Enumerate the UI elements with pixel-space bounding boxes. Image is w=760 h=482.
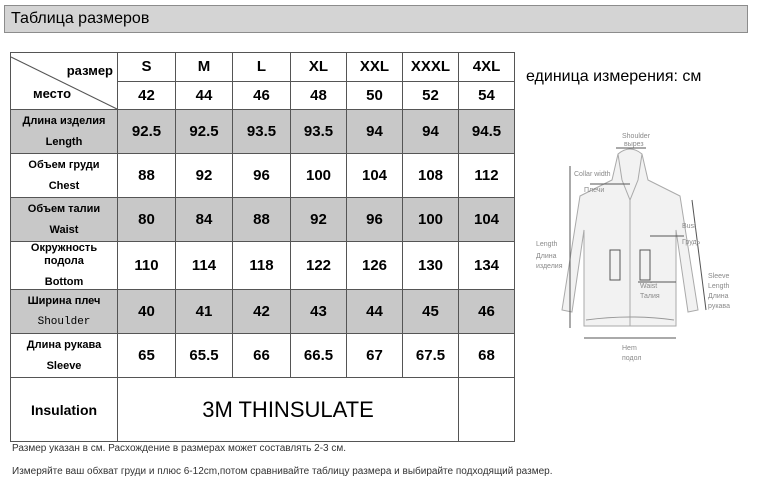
measurement-value-cell: 134 (459, 242, 515, 290)
table-row-measurement (11, 110, 515, 154)
place-cell: 44 (176, 81, 233, 110)
page-title: Таблица размеров (11, 10, 150, 27)
measurement-value-cell: 92 (291, 198, 347, 242)
measurement-label-ru: Длина рукава (26, 338, 102, 351)
measurement-value-cell: 45 (403, 290, 459, 334)
measurement-value-cell: 43 (291, 290, 347, 334)
measurement-value-cell: 67.5 (403, 334, 459, 378)
measurement-value-cell: 126 (347, 242, 403, 290)
size-cell: S (118, 53, 176, 82)
measurement-value-cell: 94 (403, 110, 459, 154)
footnote-2: Измеряйте ваш обхват груди и плюс 6-12cm,потом сравнивайте таблицу размера и выбирайте подходящий размер. (12, 466, 553, 477)
measurement-label-en: Chest (48, 179, 80, 192)
size-cell: L (233, 53, 291, 82)
size-table (10, 52, 515, 442)
collar-ru-label: Плечи (584, 187, 605, 194)
measurement-value-cell: 94 (347, 110, 403, 154)
measurement-value-cell: 44 (347, 290, 403, 334)
title-bar (4, 5, 748, 33)
waist-ru-label: Талия (640, 293, 660, 300)
measurement-value-cell: 68 (459, 334, 515, 378)
measurement-label-ru: Ширина плеч (27, 294, 101, 307)
measurement-label-en: Bottom (44, 276, 84, 288)
measurement-value-cell: 110 (118, 242, 176, 290)
measurement-value-cell: 108 (403, 154, 459, 198)
measurement-label-ru: Объем талии (27, 202, 101, 215)
measurement-label-cell (11, 198, 118, 242)
length-en-label: Length (536, 241, 558, 248)
coat-measurement-diagram (530, 133, 750, 380)
sleeve-en-label-2: Length (708, 283, 730, 290)
measurement-value-cell: 80 (118, 198, 176, 242)
measurement-value-cell: 104 (347, 154, 403, 198)
measurement-value-cell: 67 (347, 334, 403, 378)
size-cell: XL (291, 53, 347, 82)
measurement-value-cell: 46 (459, 290, 515, 334)
table-row-measurement (11, 334, 515, 378)
size-cell: XXL (347, 53, 403, 82)
measurement-label-cell (11, 242, 118, 290)
measurement-value-cell: 93.5 (233, 110, 291, 154)
place-cell: 48 (291, 81, 347, 110)
measurement-label-ru: Объем груди (28, 158, 100, 171)
measurement-value-cell: 130 (403, 242, 459, 290)
measurement-value-cell: 93.5 (291, 110, 347, 154)
measurement-value-cell: 118 (233, 242, 291, 290)
hem-en-label: Hem (622, 345, 637, 352)
place-cell: 46 (233, 81, 291, 110)
measurement-value-cell: 65 (118, 334, 176, 378)
shoulder-ru-label: вырез (624, 141, 644, 148)
insulation-label: Insulation (11, 378, 118, 442)
measurement-label-cell (11, 110, 118, 154)
table-row-measurement (11, 154, 515, 198)
measurement-rows (11, 110, 515, 378)
hem-ru-label: подол (622, 355, 642, 362)
measurement-label-ru: Длина изделия (22, 114, 106, 127)
measurement-value-cell: 104 (459, 198, 515, 242)
table-row-header (11, 53, 515, 82)
header-corner-cell (11, 53, 118, 110)
measurement-label-en: Shoulder (37, 315, 91, 328)
insulation-value: 3M THINSULATE (118, 378, 459, 442)
measurement-value-cell: 42 (233, 290, 291, 334)
measurement-label-cell (11, 154, 118, 198)
sleeve-ru-label-1: Длина (708, 293, 729, 300)
measurement-value-cell: 112 (459, 154, 515, 198)
bust-en-label: Bust (682, 223, 697, 230)
table-row-insulation (11, 378, 515, 442)
sleeve-en-label-1: Sleeve (708, 273, 730, 280)
table-row-measurement (11, 290, 515, 334)
measurement-label-en: Sleeve (46, 359, 82, 372)
measurement-label-cell (11, 334, 118, 378)
size-cell: XXXL (403, 53, 459, 82)
bust-ru-label: Грудь (682, 239, 701, 246)
measurement-value-cell: 114 (176, 242, 233, 290)
table-row-measurement (11, 242, 515, 290)
measurement-value-cell: 84 (176, 198, 233, 242)
measurement-value-cell: 122 (291, 242, 347, 290)
measurement-value-cell: 88 (233, 198, 291, 242)
waist-en-label: Waist (640, 283, 658, 290)
footnote-1: Размер указан в см. Расхождение в размерах может составлять 2-3 см. (12, 443, 347, 454)
measurement-value-cell: 92.5 (176, 110, 233, 154)
measurement-value-cell: 96 (347, 198, 403, 242)
measurement-value-cell: 40 (118, 290, 176, 334)
measurement-label-cell (11, 290, 118, 334)
size-cell: 4XL (459, 53, 515, 82)
place-cell: 52 (403, 81, 459, 110)
measurement-value-cell: 41 (176, 290, 233, 334)
place-cell: 54 (459, 81, 515, 110)
measurement-value-cell: 66 (233, 334, 291, 378)
measurement-value-cell: 100 (403, 198, 459, 242)
measurement-value-cell: 94.5 (459, 110, 515, 154)
table-row-measurement (11, 198, 515, 242)
place-cell: 42 (118, 81, 176, 110)
shoulder-en-label: Shoulder (622, 133, 651, 140)
measurement-value-cell: 92 (176, 154, 233, 198)
insulation-empty-cell (459, 378, 515, 442)
length-ru-label-1: Длина (536, 253, 557, 260)
measurement-value-cell: 100 (291, 154, 347, 198)
place-header-label: место (33, 86, 72, 101)
size-header-label: размер (66, 63, 113, 78)
measurement-value-cell: 66.5 (291, 334, 347, 378)
measurement-value-cell: 65.5 (176, 334, 233, 378)
measurement-label-en: Waist (49, 223, 79, 236)
measurement-value-cell: 92.5 (118, 110, 176, 154)
measurement-value-cell: 96 (233, 154, 291, 198)
sleeve-ru-label-2: рукава (708, 303, 730, 310)
measurement-label-ru: Окружность подола (30, 242, 98, 267)
unit-note: единица измерения: см (526, 68, 702, 85)
measurement-label-en: Length (45, 135, 83, 148)
collar-en-label: Collar width (574, 171, 611, 178)
place-cell: 50 (347, 81, 403, 110)
length-ru-label-2: изделия (536, 263, 563, 270)
measurement-value-cell: 88 (118, 154, 176, 198)
size-cell: M (176, 53, 233, 82)
